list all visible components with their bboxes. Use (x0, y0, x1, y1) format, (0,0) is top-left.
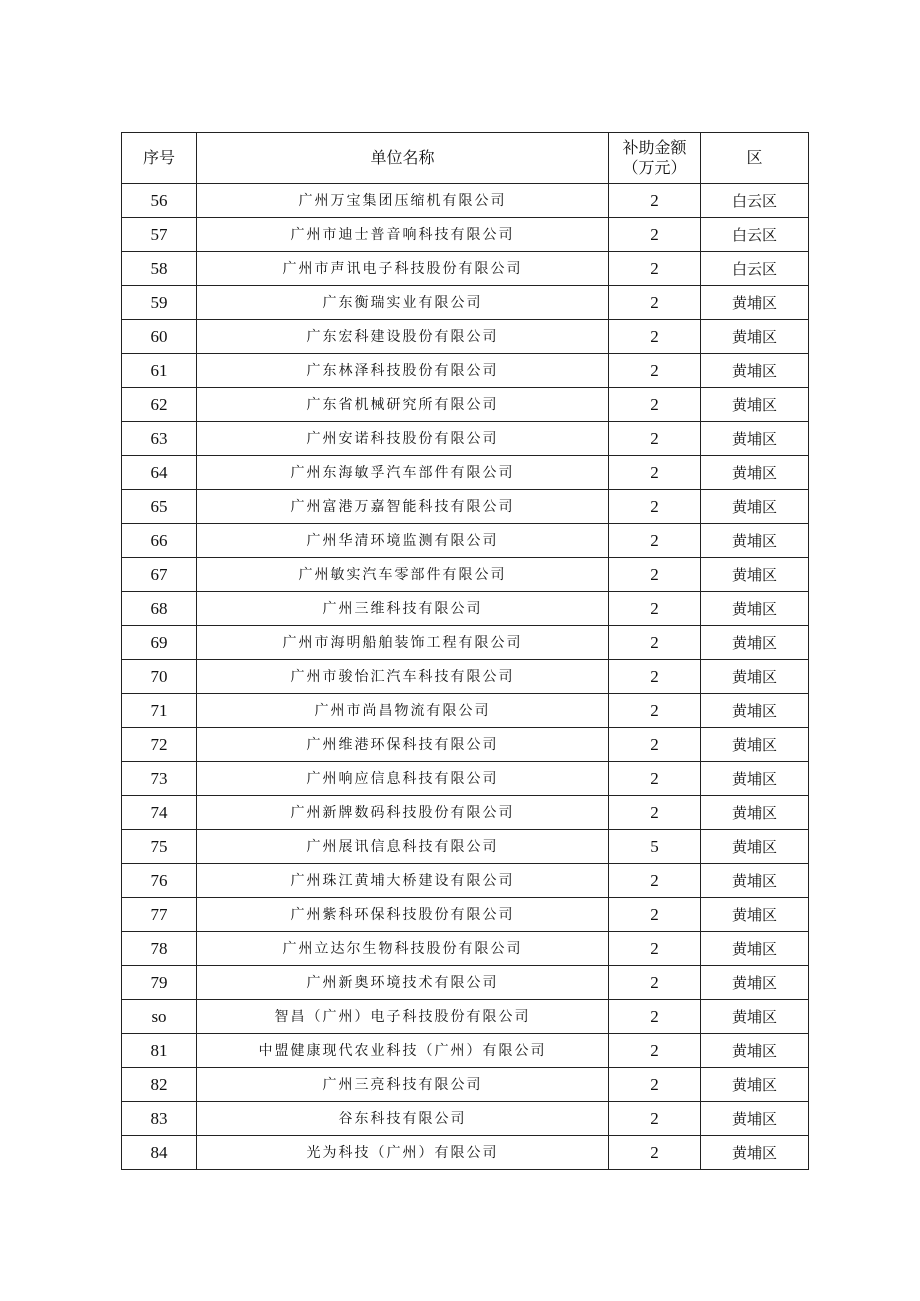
row-district: 黄埔区 (701, 354, 809, 388)
row-amount: 2 (609, 184, 701, 218)
row-district: 黄埔区 (701, 1102, 809, 1136)
table-row (122, 524, 809, 558)
row-company-name: 广东林泽科技股份有限公司 (197, 354, 609, 388)
row-district: 黄埔区 (701, 626, 809, 660)
row-seq: 75 (122, 830, 197, 864)
header-seq: 序号 (122, 133, 197, 184)
header-amount-line2: （万元） (622, 158, 687, 177)
header-row (122, 133, 809, 184)
row-company-name: 广州市骏怡汇汽车科技有限公司 (197, 660, 609, 694)
table-body (122, 184, 809, 1170)
row-company-name: 广州市迪士普音响科技有限公司 (197, 218, 609, 252)
row-company-name: 广州新奥环境技术有限公司 (197, 966, 609, 1000)
row-amount: 2 (609, 626, 701, 660)
table-row (122, 1068, 809, 1102)
row-company-name: 广州三维科技有限公司 (197, 592, 609, 626)
row-district: 白云区 (701, 252, 809, 286)
row-amount: 2 (609, 762, 701, 796)
table-row (122, 218, 809, 252)
row-company-name: 广州立达尔生物科技股份有限公司 (197, 932, 609, 966)
row-seq: 67 (122, 558, 197, 592)
row-amount: 2 (609, 796, 701, 830)
row-seq: 60 (122, 320, 197, 354)
row-company-name: 广州市声讯电子科技股份有限公司 (197, 252, 609, 286)
table-row (122, 490, 809, 524)
table-row (122, 320, 809, 354)
row-amount: 2 (609, 1102, 701, 1136)
row-company-name: 广州安诺科技股份有限公司 (197, 422, 609, 456)
table-row (122, 252, 809, 286)
row-amount: 2 (609, 1034, 701, 1068)
row-amount: 2 (609, 218, 701, 252)
row-amount: 2 (609, 1000, 701, 1034)
row-amount: 2 (609, 592, 701, 626)
row-seq: 81 (122, 1034, 197, 1068)
row-company-name: 广州紫科环保科技股份有限公司 (197, 898, 609, 932)
table-row (122, 728, 809, 762)
row-district: 黄埔区 (701, 490, 809, 524)
row-amount: 2 (609, 354, 701, 388)
row-seq: 76 (122, 864, 197, 898)
table-row (122, 286, 809, 320)
row-company-name: 广州富港万嘉智能科技有限公司 (197, 490, 609, 524)
row-seq: 61 (122, 354, 197, 388)
table-row (122, 966, 809, 1000)
row-district: 黄埔区 (701, 320, 809, 354)
row-district: 黄埔区 (701, 694, 809, 728)
table-row (122, 694, 809, 728)
table-row (122, 864, 809, 898)
subsidy-table (121, 132, 809, 1170)
table-row (122, 1102, 809, 1136)
row-district: 白云区 (701, 218, 809, 252)
row-district: 黄埔区 (701, 728, 809, 762)
row-amount: 2 (609, 490, 701, 524)
row-company-name: 广东宏科建设股份有限公司 (197, 320, 609, 354)
row-district: 黄埔区 (701, 966, 809, 1000)
header-amount (609, 133, 701, 184)
row-amount: 2 (609, 728, 701, 762)
row-seq: 57 (122, 218, 197, 252)
row-district: 黄埔区 (701, 388, 809, 422)
row-company-name: 广州响应信息科技有限公司 (197, 762, 609, 796)
row-seq: 69 (122, 626, 197, 660)
table-row (122, 558, 809, 592)
row-amount: 2 (609, 558, 701, 592)
row-district: 黄埔区 (701, 932, 809, 966)
row-company-name: 广州万宝集团压缩机有限公司 (197, 184, 609, 218)
table-row (122, 1136, 809, 1170)
row-district: 白云区 (701, 184, 809, 218)
row-seq: 64 (122, 456, 197, 490)
row-district: 黄埔区 (701, 524, 809, 558)
row-company-name: 光为科技（广州）有限公司 (197, 1136, 609, 1170)
table-row (122, 592, 809, 626)
table-row (122, 898, 809, 932)
row-seq: 83 (122, 1102, 197, 1136)
row-seq: 56 (122, 184, 197, 218)
row-amount: 2 (609, 932, 701, 966)
row-company-name: 谷东科技有限公司 (197, 1102, 609, 1136)
row-seq: 74 (122, 796, 197, 830)
row-amount: 2 (609, 660, 701, 694)
row-company-name: 广东衡瑞实业有限公司 (197, 286, 609, 320)
row-seq: 59 (122, 286, 197, 320)
row-seq: 66 (122, 524, 197, 558)
row-seq: 77 (122, 898, 197, 932)
row-amount: 2 (609, 524, 701, 558)
row-amount: 2 (609, 388, 701, 422)
row-seq: 84 (122, 1136, 197, 1170)
row-amount: 2 (609, 1136, 701, 1170)
row-district: 黄埔区 (701, 286, 809, 320)
row-district: 黄埔区 (701, 558, 809, 592)
row-company-name: 广东省机械研究所有限公司 (197, 388, 609, 422)
row-district: 黄埔区 (701, 1136, 809, 1170)
row-district: 黄埔区 (701, 1034, 809, 1068)
row-seq: 62 (122, 388, 197, 422)
row-company-name: 中盟健康现代农业科技（广州）有限公司 (197, 1034, 609, 1068)
table-row (122, 830, 809, 864)
table-row (122, 354, 809, 388)
row-company-name: 广州珠江黄埔大桥建设有限公司 (197, 864, 609, 898)
row-district: 黄埔区 (701, 456, 809, 490)
row-district: 黄埔区 (701, 1000, 809, 1034)
row-amount: 5 (609, 830, 701, 864)
table-row (122, 184, 809, 218)
row-seq: 68 (122, 592, 197, 626)
row-amount: 2 (609, 1068, 701, 1102)
row-amount: 2 (609, 898, 701, 932)
row-seq: 79 (122, 966, 197, 1000)
row-district: 黄埔区 (701, 422, 809, 456)
row-company-name: 广州市海明船舶装饰工程有限公司 (197, 626, 609, 660)
row-amount: 2 (609, 864, 701, 898)
row-company-name: 智昌（广州）电子科技股份有限公司 (197, 1000, 609, 1034)
row-amount: 2 (609, 966, 701, 1000)
row-seq: 78 (122, 932, 197, 966)
row-company-name: 广州维港环保科技有限公司 (197, 728, 609, 762)
row-seq: 70 (122, 660, 197, 694)
row-seq: 63 (122, 422, 197, 456)
row-seq: 73 (122, 762, 197, 796)
table-row (122, 456, 809, 490)
table-row (122, 1034, 809, 1068)
row-amount: 2 (609, 286, 701, 320)
header-name: 单位名称 (197, 133, 609, 184)
row-seq: so (122, 1000, 197, 1034)
row-seq: 65 (122, 490, 197, 524)
row-amount: 2 (609, 252, 701, 286)
row-company-name: 广州华清环境监测有限公司 (197, 524, 609, 558)
row-district: 黄埔区 (701, 1068, 809, 1102)
row-company-name: 广州展讯信息科技有限公司 (197, 830, 609, 864)
row-company-name: 广州东海敏孚汽车部件有限公司 (197, 456, 609, 490)
row-district: 黄埔区 (701, 796, 809, 830)
table-row (122, 1000, 809, 1034)
row-seq: 58 (122, 252, 197, 286)
row-district: 黄埔区 (701, 660, 809, 694)
row-district: 黄埔区 (701, 830, 809, 864)
row-seq: 72 (122, 728, 197, 762)
header-district: 区 (701, 133, 809, 184)
row-district: 黄埔区 (701, 592, 809, 626)
table-row (122, 796, 809, 830)
table-row (122, 932, 809, 966)
row-company-name: 广州市尚昌物流有限公司 (197, 694, 609, 728)
table-row (122, 422, 809, 456)
table-row (122, 388, 809, 422)
row-company-name: 广州敏实汽车零部件有限公司 (197, 558, 609, 592)
row-amount: 2 (609, 694, 701, 728)
row-company-name: 广州三亮科技有限公司 (197, 1068, 609, 1102)
table-row (122, 626, 809, 660)
row-district: 黄埔区 (701, 864, 809, 898)
table-row (122, 762, 809, 796)
row-amount: 2 (609, 320, 701, 354)
row-amount: 2 (609, 456, 701, 490)
row-seq: 71 (122, 694, 197, 728)
row-district: 黄埔区 (701, 898, 809, 932)
table-row (122, 660, 809, 694)
row-district: 黄埔区 (701, 762, 809, 796)
row-seq: 82 (122, 1068, 197, 1102)
row-company-name: 广州新牌数码科技股份有限公司 (197, 796, 609, 830)
table-header (122, 133, 809, 184)
row-amount: 2 (609, 422, 701, 456)
header-amount-line1: 补助金额 (622, 138, 687, 157)
